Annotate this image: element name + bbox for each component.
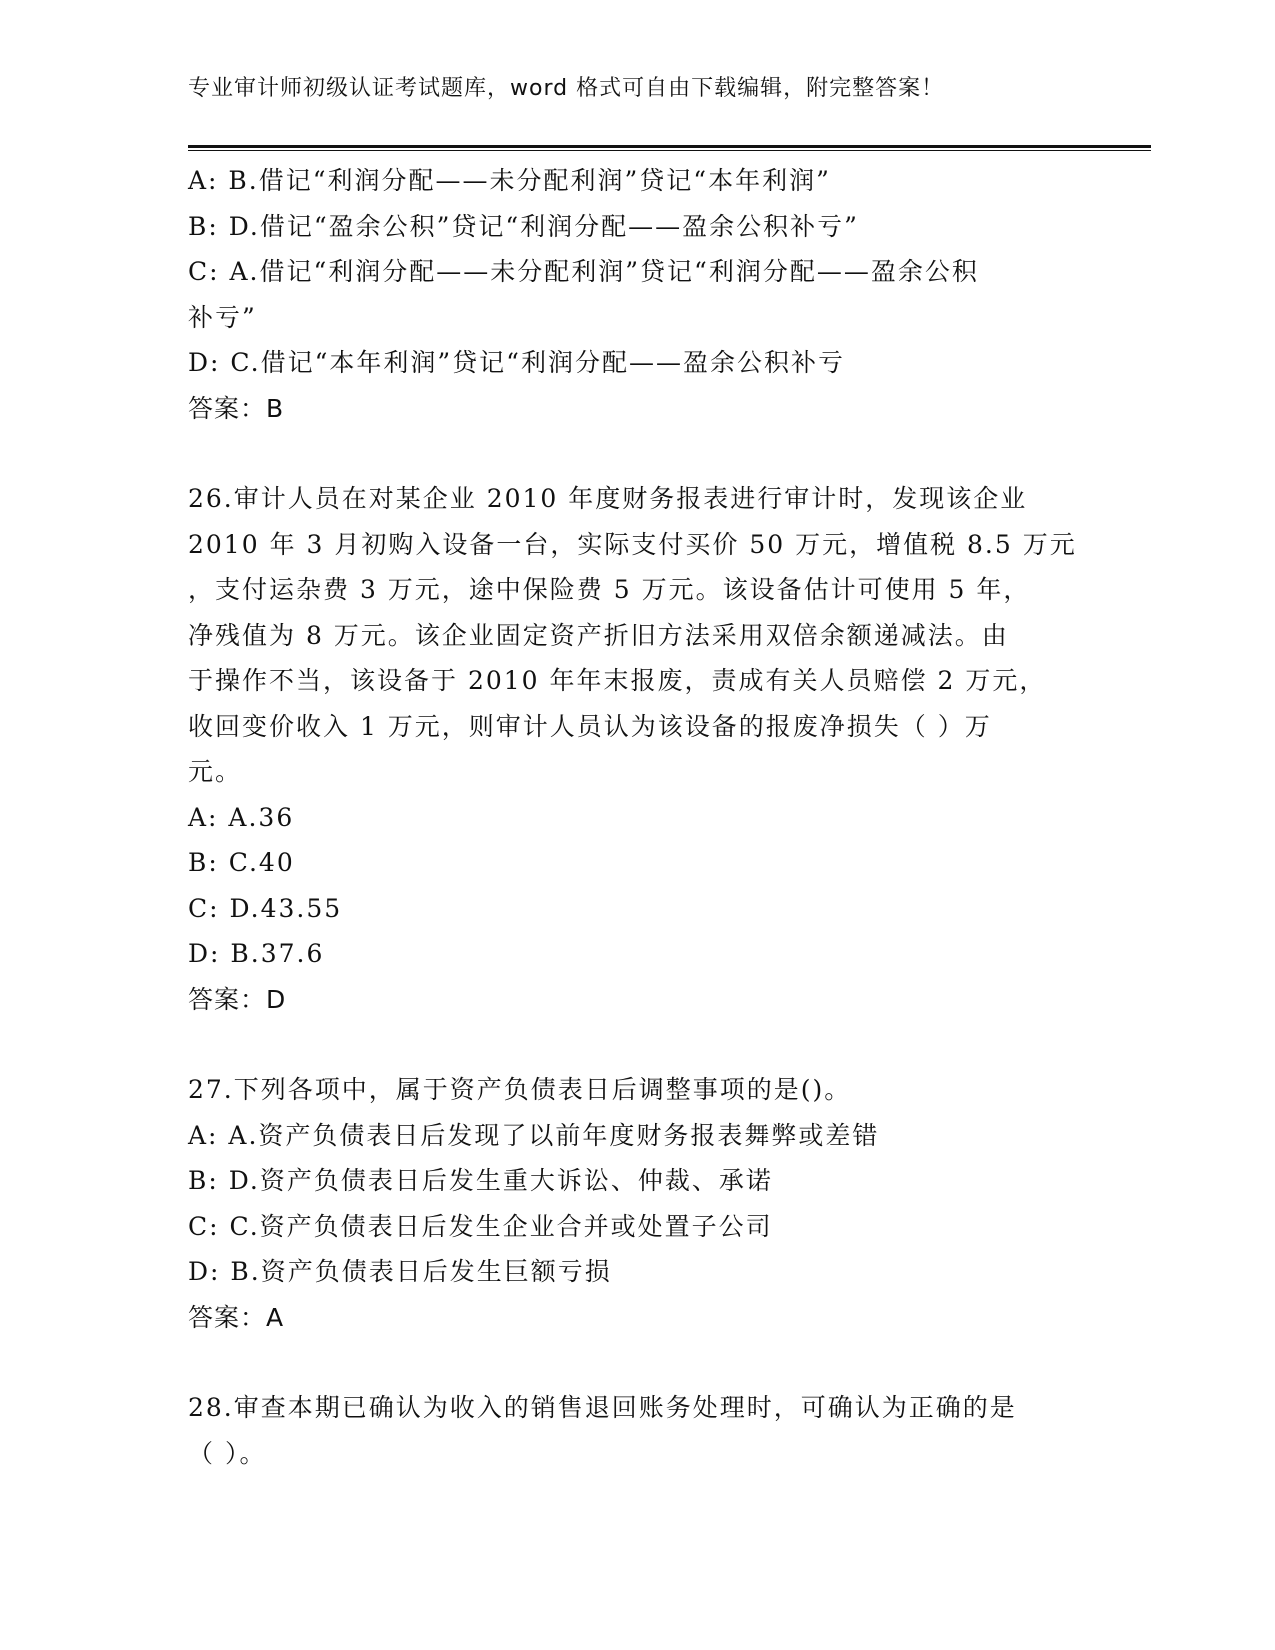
- stem-line: ，支付运杂费 3 万元，途中保险费 5 万元。该设备估计可使用 5 年，: [188, 575, 1031, 604]
- stem-line: 27.下列各项中，属于资产负债表日后调整事项的是()。: [188, 1075, 852, 1104]
- question-26-options: [188, 795, 1088, 977]
- stem-line: 于操作不当，该设备于 2010 年年末报废，责成有关人员赔偿 2 万元，: [188, 666, 1047, 695]
- option-line: B: C.40: [188, 848, 295, 877]
- stem-line: （ ）。: [188, 1438, 267, 1468]
- header-divider-thin: [188, 150, 1151, 151]
- question-26-answer: 答案：D: [188, 984, 287, 1014]
- question-28-stem: [188, 1385, 1088, 1476]
- stem-line: 2010 年 3 月初购入设备一台，实际支付买价 50 万元，增值税 8.5 万元: [188, 529, 1077, 559]
- option-line: D: B.37.6: [188, 939, 325, 968]
- option-line: D: C.借记“本年利润”贷记“利润分配——盈余公积补亏: [188, 348, 845, 377]
- option-line: C: C.资产负债表日后发生企业合并或处置子公司: [188, 1211, 773, 1241]
- question-26-stem: [188, 476, 1088, 795]
- stem-line: 28.审查本期已确认为收入的销售退回账务处理时，可确认为正确的是: [188, 1393, 1017, 1422]
- option-line: A: B.借记“利润分配——未分配利润”贷记“本年利润”: [188, 166, 831, 195]
- question-content: [188, 158, 1088, 1476]
- stem-line: 净残值为 8 万元。该企业固定资产折旧方法采用双倍余额递减法。由: [188, 620, 1009, 650]
- question-27-stem: [188, 1067, 1088, 1113]
- header-divider-thick: [188, 145, 1151, 148]
- question-27-answer: 答案：A: [188, 1302, 285, 1332]
- option-line: C: A.借记“利润分配——未分配利润”贷记“利润分配——盈余公积: [188, 257, 979, 286]
- option-line: D: B.资产负债表日后发生巨额亏损: [188, 1257, 612, 1286]
- page-header: 专业审计师初级认证考试题库，word 格式可自由下载编辑，附完整答案！: [188, 76, 945, 101]
- option-line: B: D.资产负债表日后发生重大诉讼、仲裁、承诺: [188, 1166, 773, 1195]
- option-line-continued: 补亏”: [188, 302, 257, 332]
- stem-line: 收回变价收入 1 万元，则审计人员认为该设备的报废净损失（ ）万: [188, 711, 992, 741]
- option-line: A: A.36: [188, 802, 295, 832]
- option-line: A: A.资产负债表日后发现了以前年度财务报表舞弊或差错: [188, 1120, 880, 1150]
- stem-line: 元。: [188, 757, 243, 786]
- option-line: B: D.借记“盈余公积”贷记“利润分配——盈余公积补亏”: [188, 211, 859, 241]
- question-27-options: [188, 1113, 1088, 1295]
- question-25-answer: 答案：B: [188, 393, 285, 423]
- stem-line: 26.审计人员在对某企业 2010 年度财务报表进行审计时，发现该企业: [188, 484, 1028, 513]
- question-25-options: [188, 158, 1088, 386]
- option-line: C: D.43.55: [188, 893, 343, 923]
